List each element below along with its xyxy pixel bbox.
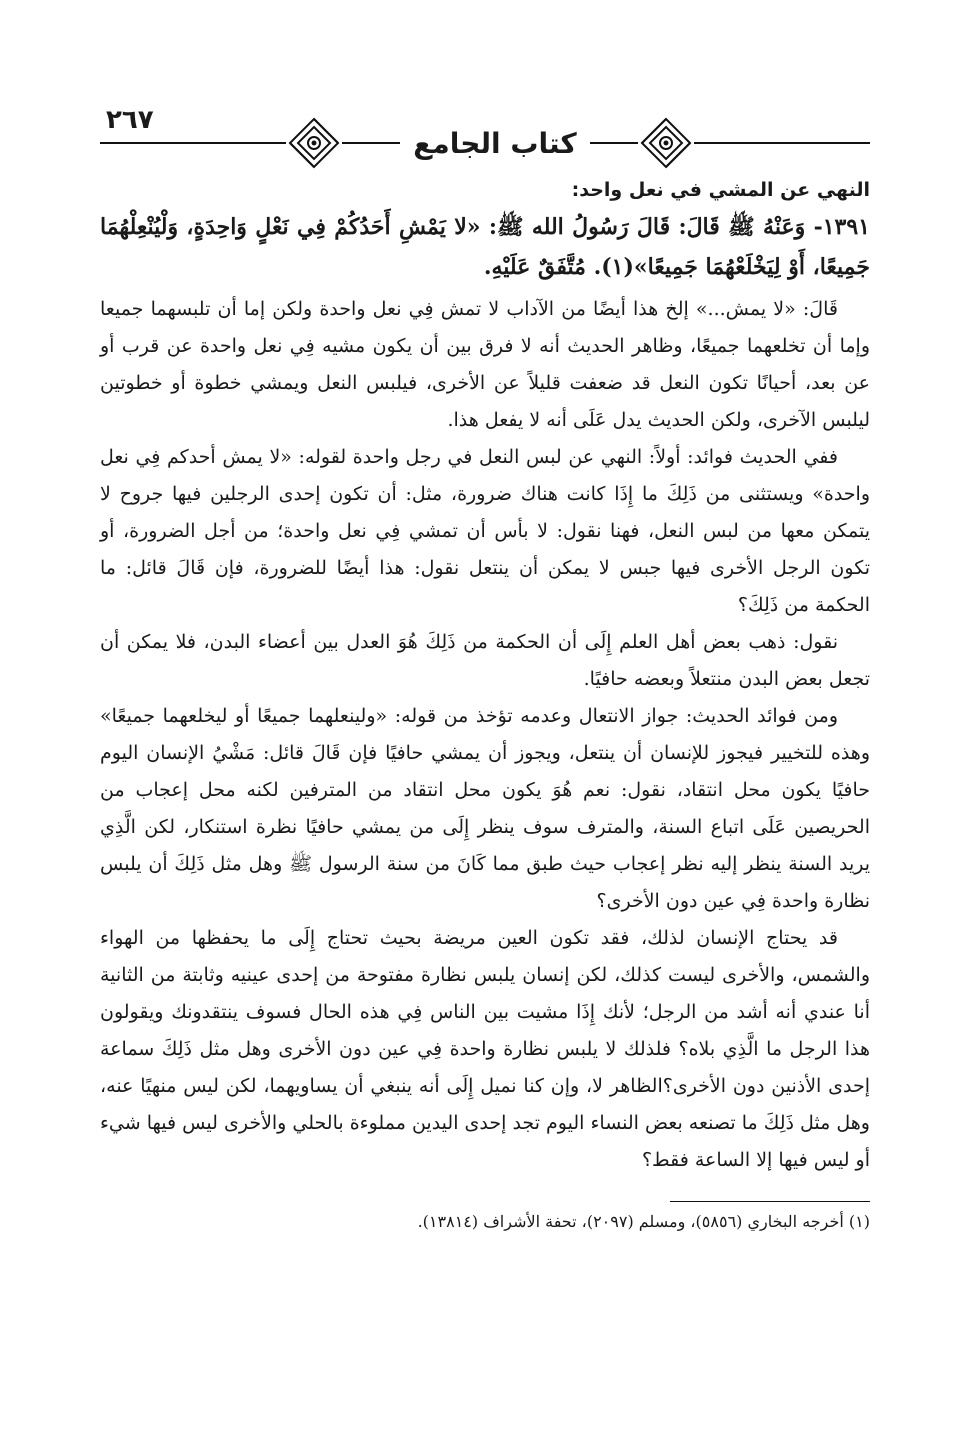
- hadith-text: ١٣٩١- وَعَنْهُ ﷺ قَالَ: قَالَ رَسُولُ الله ﷺ: «لا يَمْشِ أَحَدُكُمْ فِي نَعْلٍ وَاحِدَةٍ، وَلْيُنْعِلْهُمَا جَمِيعًا، أَوْ لِيَخْلَعْهُمَا جَمِيعًا»(١). مُتَّفَقٌ عَلَيْهِ.: [100, 214, 870, 280]
- paragraph: ومن فوائد الحديث: جواز الانتعال وعدمه تؤخذ من قوله: «ولينعلهما جميعًا أو ليخلعهما جميعًا» وهذه للتخيير فيجوز للإنسان أن ينتعل، ويجوز أن يمشي حافيًا فإن قَالَ قائل: مَشْيُ الإنسان اليوم حافيًا يكون محل انتقاد، نقول: نعم هُوَ يكون محل انتقاد من المترفين لكنه محل إعجاب من الحريصين عَلَى اتباع السنة، والمترف سوف ينظر إِلَى من يمشي حافيًا نظرة استنكار، لكن الَّذِي يريد السنة ينظر إليه نظر إعجاب حيث طبق مما كَانَ من سنة الرسول ﷺ وهل مثل ذَلِكَ أن يلبس نظارة واحدة فِي عين دون الأخرى؟: [100, 705, 870, 912]
- paragraph: ففي الحديث فوائد: أولاً: النهي عن لبس النعل في رجل واحدة لقوله: «لا يمش أحدكم فِي نعل واحدة» ويستثنى من ذَلِكَ ما إِذَا كانت هناك ضرورة، مثل: أن تكون إحدى الرجلين فيها جروح لا يتمكن معها من لبس النعل، فهنا نقول: لا بأس أن تمشي فِي نعل واحدة؛ من أجل الضرورة، أو تكون الرجل الأخرى فيها جبس لا يمكن أن ينتعل نقول: هذا أيضًا للضرورة، فإن قَالَ قائل: ما الحكمة من ذَلِكَ؟: [100, 446, 870, 616]
- book-title: كتاب الجامع: [400, 127, 590, 160]
- footnote: (١) أخرجه البخاري (٥٨٥٦)، ومسلم (٢٠٩٧)، تحفة الأشراف (١٣٨١٤).: [417, 1212, 870, 1231]
- footnote-rule: [670, 1201, 870, 1202]
- book-page: [100, 105, 870, 1236]
- page-number: ٢٦٧: [106, 105, 154, 135]
- arabesque-ornament-icon: [286, 115, 342, 171]
- paragraph: قَالَ: «لا يمش...» إلخ هذا أيضًا من الآداب لا تمش فِي نعل واحدة ولكن إما أن تلبسهما جميعا وإما أن تخلعهما جميعًا، وظاهر الحديث أنه لا فرق بين أن يكون مشيه فِي نعل واحدة عن قرب أو عن بعد، أحيانًا تكون النعل قد ضعفت قليلاً عن الأخرى، فيلبس النعل ويمشي خطوة أو خطوتين ليلبس الآخرى، ولكن الحديث يدل عَلَى أنه لا يفعل هذا.: [100, 298, 870, 431]
- page-header: [100, 105, 870, 177]
- paragraph: قد يحتاج الإنسان لذلك، فقد تكون العين مريضة بحيث تحتاج إِلَى ما يحفظها من الهواء والشمس، والأخرى ليست كذلك، لكن إنسان يلبس نظارة مفتوحة من إحدى عينيه وثابتة من الثانية أنا عندي أنه أشد من الرجل؛ لأنك إِذَا مشيت بين الناس فِي هذه الحال فسوف ينتقدونك ويقولون هذا الرجل ما الَّذِي بلاه؟ فلذلك لا يلبس نظارة واحدة فِي عين دون الأخرى وهل مثل ذَلِكَ سماعة إحدى الأذنين دون الأخرى؟الظاهر لا، وإن كنا نميل إِلَى أنه ينبغي أن يساويهما، لكن ليس منهيًا عنه، وهل مثل ذَلِكَ ما تصنعه بعض النساء اليوم تجد إحدى اليدين مملوءة بالحلي والأخرى ليس فيها شيء أو ليس فيها إلا الساعة فقط؟: [100, 927, 870, 1171]
- arabesque-ornament-icon: [638, 115, 694, 171]
- section-heading: النهي عن المشي في نعل واحد:: [571, 179, 870, 201]
- paragraph: نقول: ذهب بعض أهل العلم إِلَى أن الحكمة من ذَلِكَ هُوَ العدل بين أعضاء البدن، فلا يمكن أن تجعل بعض البدن منتعلاً وبعضه حافيًا.: [100, 631, 870, 690]
